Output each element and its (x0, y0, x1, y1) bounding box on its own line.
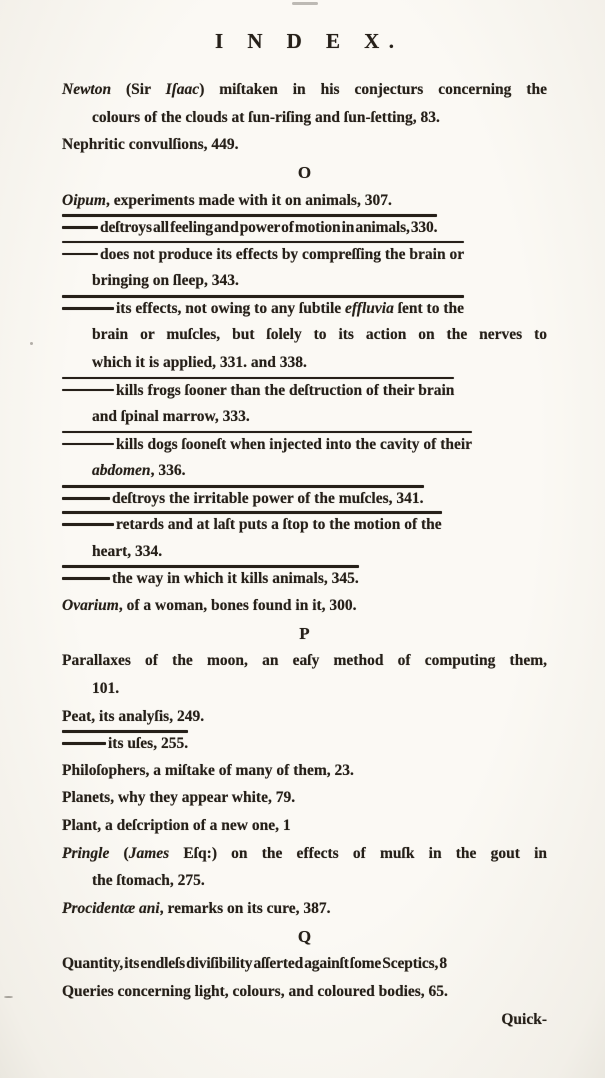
index-line-continuation (62, 104, 547, 132)
index-entry-line (62, 757, 547, 785)
index-entry-line (62, 592, 547, 620)
ditto-dash (62, 307, 114, 310)
entry-text: and ſpinal marrow, 333. (92, 408, 250, 426)
index-line-continuation (62, 403, 547, 431)
entry-text: Peat, its analyſis, 249. (62, 707, 205, 725)
ditto-dash (62, 577, 110, 580)
entry-text: deſtroys all feeling and power of motion in animals, 330. (100, 219, 438, 237)
entry-text: (Sir (111, 81, 166, 98)
italic-text: Pringle (62, 844, 110, 862)
italic-text: Iſaac (165, 81, 200, 98)
ditto-dash (62, 253, 98, 256)
entry-text: retards and at laſt puts a ſtop to the motion of the (116, 516, 442, 534)
entry-text: ) miſtaken in his conjecturs concerning the (199, 81, 547, 98)
index-entry-line (62, 784, 547, 812)
index-entry-line (62, 131, 547, 159)
entry-text: , remarks on its cure, 387. (159, 900, 331, 918)
entry-text: heart, 334. (92, 542, 163, 560)
index-line-ditto (62, 730, 189, 753)
section-letter-P: P (299, 623, 310, 643)
ditto-dash (62, 742, 106, 745)
entry-text: Nephritic convulſions, 449. (62, 136, 239, 154)
section-letter-O: O (297, 163, 312, 183)
entry-text: its uſes, 255. (108, 735, 189, 753)
italic-text: effluvia (345, 299, 394, 317)
entry-text: deſtroys the irritable power of the muſcles, 341. (112, 489, 424, 507)
index-line-ditto (62, 485, 424, 507)
entry-text: colours of the clouds at ſun-riſing and ſun-ſetting, 83. (92, 108, 440, 126)
index-line-ditto (62, 295, 465, 317)
entry-text: the ſtomach, 275. (92, 872, 205, 890)
entry-text: Quantity, its endleſs diviſibility aſſerted againſt ſome Sceptics, 8 (62, 955, 447, 973)
ditto-dash (62, 497, 110, 500)
index-line-ditto (62, 511, 442, 534)
entry-text: bringing on ſleep, 343. (92, 272, 239, 290)
page-title: I N D E X. (215, 29, 404, 53)
entry-text: Philoſophers, a miſtake of many of them, 23. (62, 761, 354, 779)
italic-text: abdomen (92, 462, 151, 480)
entry-text: which it is applied, 331. and 338. (92, 354, 307, 372)
index-line-ditto (62, 214, 438, 237)
scan-artifact (292, 2, 318, 5)
index-entry-line (62, 187, 547, 215)
entry-text: Plant, a deſcription of a new one, 1 (62, 817, 291, 835)
entry-text: brain or muſcles, but ſolely to its action on the nerves to (92, 326, 547, 344)
index-lines (62, 76, 547, 1034)
entry-text: , experiments made with it on animals, 307. (105, 191, 392, 209)
section-letter-Q: Q (297, 926, 312, 946)
ditto-dash (62, 226, 98, 229)
italic-text: Oipum (62, 191, 106, 209)
italic-text: James (128, 844, 170, 862)
entry-text: its effects, not owing to any ſubtile (116, 299, 346, 317)
entry-text: kills frogs ſooner than the deſtruction of their brain (116, 381, 455, 399)
scan-artifact (30, 342, 33, 345)
entry-text: Planets, why they appear white, 79. (62, 789, 296, 807)
entry-text: does not produce its effects by compreſſing the brain or (100, 245, 465, 263)
italic-text: Newton (62, 81, 112, 98)
index-entry-line (62, 812, 547, 840)
index-entry-line (62, 703, 547, 731)
index-line-ditto (62, 565, 359, 588)
entry-text: 101. (92, 679, 120, 697)
index-line-continuation (62, 349, 547, 377)
ditto-dash (62, 389, 114, 392)
index-entry-line (62, 647, 547, 675)
index-line-ditto (62, 431, 473, 453)
index-entry-line (62, 840, 547, 868)
index-line-continuation (62, 457, 547, 485)
scan-artifact (4, 996, 13, 998)
ditto-dash (62, 523, 114, 526)
entry-text: the way in which it kills animals, 345. (112, 570, 359, 588)
entry-text: ( (109, 844, 129, 862)
entry-text: Eſq:) on the effects of muſk in the gout in (169, 844, 547, 862)
index-line-continuation (62, 321, 547, 349)
italic-text: Procidentæ ani (62, 900, 160, 918)
ditto-dash (62, 443, 114, 446)
index-line-continuation (62, 675, 547, 703)
entry-text: , of a woman, bones found in it, 300. (118, 596, 357, 614)
index-line-ditto (62, 377, 455, 399)
italic-text: Ovarium (62, 596, 119, 614)
entry-text: Queries concerning light, colours, and coloured bodies, 65. (62, 983, 448, 1001)
entry-text: ſent to the (393, 299, 465, 317)
index-entry-line (62, 76, 547, 104)
index-entry-line (62, 978, 547, 1006)
catchword (62, 1006, 547, 1034)
index-line-continuation (62, 538, 547, 566)
entry-text: Parallaxes of the moon, an eaſy method of computing them, (62, 652, 547, 670)
entry-text: Quick- (501, 1010, 547, 1028)
entry-text: , 336. (150, 462, 186, 480)
index-line-continuation (62, 867, 547, 895)
index-entry-line (62, 895, 547, 923)
index-line-continuation (62, 267, 547, 295)
entry-text: kills dogs ſooneſt when injected into the cavity of their (116, 435, 473, 453)
index-entry-line (62, 950, 547, 978)
index-line-ditto (62, 241, 465, 263)
